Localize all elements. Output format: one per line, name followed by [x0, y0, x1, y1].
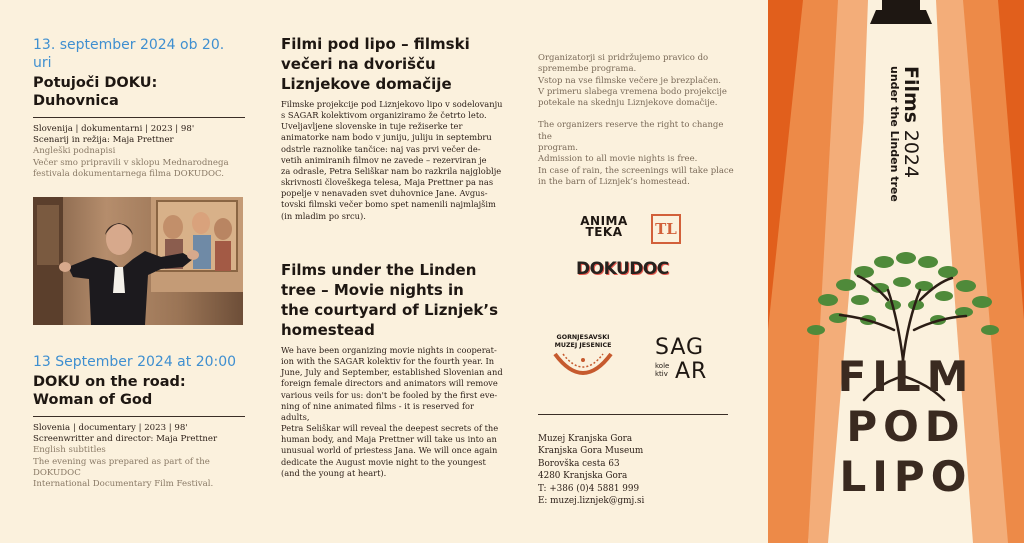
cover-title-rotated	[888, 66, 921, 202]
sagar-logo-bottom: AR	[675, 359, 708, 384]
heading-line: Filmi pod lipo – filmski	[281, 35, 470, 53]
gornjesavski-muzej-logo	[543, 334, 623, 386]
address-line: Borovška cesta 63	[538, 458, 620, 469]
body-line: Filmske projekcije pod Liznjekovo lipo v sodelovanju	[281, 99, 503, 109]
lettering-line-lipo: LIPO	[839, 452, 973, 501]
film-title-si	[33, 74, 245, 110]
body-line: dedicate the August movie night to the youngest	[281, 456, 486, 467]
festival-note-en-2: International Documentary Film Festival.	[33, 479, 214, 490]
film-title-si-line-1: Potujoči DOKU:	[33, 75, 158, 91]
kolektiv-line-2: ktiv	[655, 370, 668, 378]
lettering-line-pod: POD	[846, 402, 966, 451]
about-body-en	[281, 345, 503, 479]
address-line: 4280 Kranjska Gora	[538, 471, 628, 482]
film-title-si-line-2: Duhovnica	[33, 93, 119, 109]
body-line: We have been organizing movie nights in cooperat-	[281, 345, 497, 355]
cover-title-main	[901, 66, 921, 202]
body-line: unusual world of priestess Jana. We will once again	[281, 445, 498, 456]
body-line: vetih animiranih filmov ne zavede – rezerviran je	[281, 154, 487, 165]
festival-note-si-2: festivala dokumentarnega filma DOKUDOC.	[33, 168, 225, 179]
note-line-si: Organizatorji si pridržujemo pravico do	[538, 53, 709, 63]
body-line: foreign female directors and animators will remove	[281, 378, 498, 389]
about-heading-si	[281, 34, 503, 94]
divider	[33, 117, 245, 118]
animateka-logo-line-2: TEKA	[585, 225, 623, 239]
sagar-logo-top: SAG	[655, 335, 705, 360]
subtitles-note-en: English subtitles	[33, 445, 106, 456]
note-line-si: V primeru slabega vremena bodo projekcije	[538, 86, 727, 97]
museum-address	[538, 433, 738, 507]
heading-line: the courtyard of Liznjek’s	[281, 301, 499, 319]
divider	[33, 416, 245, 417]
body-line: Uveljavljene slovenske in tuje režiserke ter	[281, 121, 463, 132]
film-pod-lipo-lettering	[826, 352, 986, 502]
body-line: human body, and Maja Prettner will take us into an	[281, 434, 497, 445]
cover-title-films: Films	[900, 66, 922, 124]
body-line: s SAGAR kolektivom organiziramo že četrto leto.	[281, 110, 487, 121]
about-si-section	[281, 34, 503, 222]
english-screening-block	[33, 353, 245, 490]
address-line: Muzej Kranjska Gora	[538, 434, 633, 444]
email-address[interactable]: E: muzej.liznjek@gmj.si	[538, 496, 645, 507]
about-en-section	[281, 260, 503, 479]
body-line: tovski filmski večer bomo spet namenili najmlajšim	[281, 199, 496, 210]
festival-note-en-1: The evening was prepared as part of the DOKUDOC	[33, 456, 210, 478]
body-line: ning of nine animated films - it is reserved for adults,	[281, 400, 474, 422]
heading-line: večeri na dvorišču	[281, 55, 436, 73]
body-line: Petra Seliškar will reveal the deepest secrets of the	[281, 423, 499, 434]
about-body-si	[281, 99, 503, 222]
sagar-kolektiv-logo	[655, 336, 711, 386]
film-meta-en: Slovenia | documentary | 2023 | 98'	[33, 423, 188, 433]
cover-title-year: 2024	[900, 129, 922, 179]
address-line: Kranjska Gora Museum	[538, 446, 644, 457]
note-line-si: Vstop na vse filmske večere je brezplačen.	[538, 75, 722, 86]
body-line: animatorke nam bodo v juniju, juliju in septembru	[281, 132, 492, 143]
museum-logo-line-1: GORNJESAVSKI	[556, 334, 610, 341]
body-line: (in mladim po srcu).	[281, 210, 366, 221]
body-line: skrivnosti človeškega telesa, Maja Prettner pa nas	[281, 177, 494, 188]
kolektiv-line-1: kole	[655, 362, 670, 370]
organizer-notes	[538, 53, 738, 188]
museum-logo-line-2: MUZEJ JESENICE	[554, 342, 612, 349]
screening-date-si: 13. september 2024 ob 20. uri	[33, 37, 225, 71]
tl-logo-text: TL	[655, 220, 677, 238]
cover-subtitle: under the Linden tree	[888, 66, 901, 202]
note-line-en: Admission to all movie nights is free.	[538, 154, 698, 165]
heading-line: Films under the Linden	[281, 261, 477, 279]
note-line-en: The organizers reserve the right to change the	[538, 120, 724, 142]
film-credits-en: Screenwritter and director: Maja Prettner	[33, 434, 218, 445]
body-line: odstrle raznolike tančice: naj vas prvi večer de-	[281, 143, 481, 154]
slovene-screening-block	[33, 36, 245, 180]
body-line: various veils for us: don't be fooled by the first eve-	[281, 389, 498, 400]
heading-line: homestead	[281, 321, 375, 339]
sagar-kolektiv-text	[655, 362, 669, 378]
body-line: popelje v nenavaden svet duhovnice Jane. Avgus-	[281, 188, 488, 199]
film-still-illustration	[33, 197, 243, 325]
note-line-en: In case of rain, the screenings will take place	[538, 165, 734, 176]
note-line-si: spremembe programa.	[538, 64, 637, 75]
film-meta-si: Slovenija | dokumentarni | 2023 | 98'	[33, 124, 195, 134]
note-line-si: potekale na skednju Liznjekove domačije.	[538, 98, 718, 109]
tl-logo	[651, 214, 681, 244]
film-title-en-line-1: DOKU on the road:	[33, 374, 186, 390]
lettering-line-film: FILM	[837, 352, 975, 401]
body-line: June, July and September, established Slovenian and	[281, 367, 503, 378]
address-divider	[538, 414, 728, 415]
film-title-en-line-2: Woman of God	[33, 392, 153, 408]
heading-line: tree – Movie nights in	[281, 281, 464, 299]
museum-emblem-icon	[551, 352, 615, 386]
note-line-en: program.	[538, 143, 578, 154]
cover-title	[888, 66, 923, 236]
subtitles-note-si: Angleški podnapisi	[33, 146, 116, 157]
body-line: (and the young at heart).	[281, 467, 387, 478]
film-still-image	[33, 197, 243, 325]
animateka-logo-line-1: ANIMA	[580, 214, 628, 228]
screening-date-en: 13 September 2024 at 20:00	[33, 354, 237, 370]
heading-line: Liznjekove domačije	[281, 75, 452, 93]
festival-note-si-1: Večer smo pripravili v sklopu Mednarodnega	[33, 157, 229, 168]
dokudoc-logo: DOKUDOC	[576, 259, 669, 279]
body-line: za odrasle, Petra Seliškar nam bo razkrila najgloblje	[281, 165, 502, 176]
animateka-logo	[578, 216, 630, 238]
film-credits-si: Scenarij in režija: Maja Prettner	[33, 135, 174, 146]
phone-number[interactable]: T: +386 (0)4 5881 999	[538, 483, 640, 494]
body-line: ion with the SAGAR kolektiv for the fourth year. In	[281, 356, 495, 367]
film-title-en	[33, 373, 245, 409]
about-heading-en	[281, 260, 503, 340]
note-line-en: in the barn of Liznjek’s homestead.	[538, 176, 690, 187]
